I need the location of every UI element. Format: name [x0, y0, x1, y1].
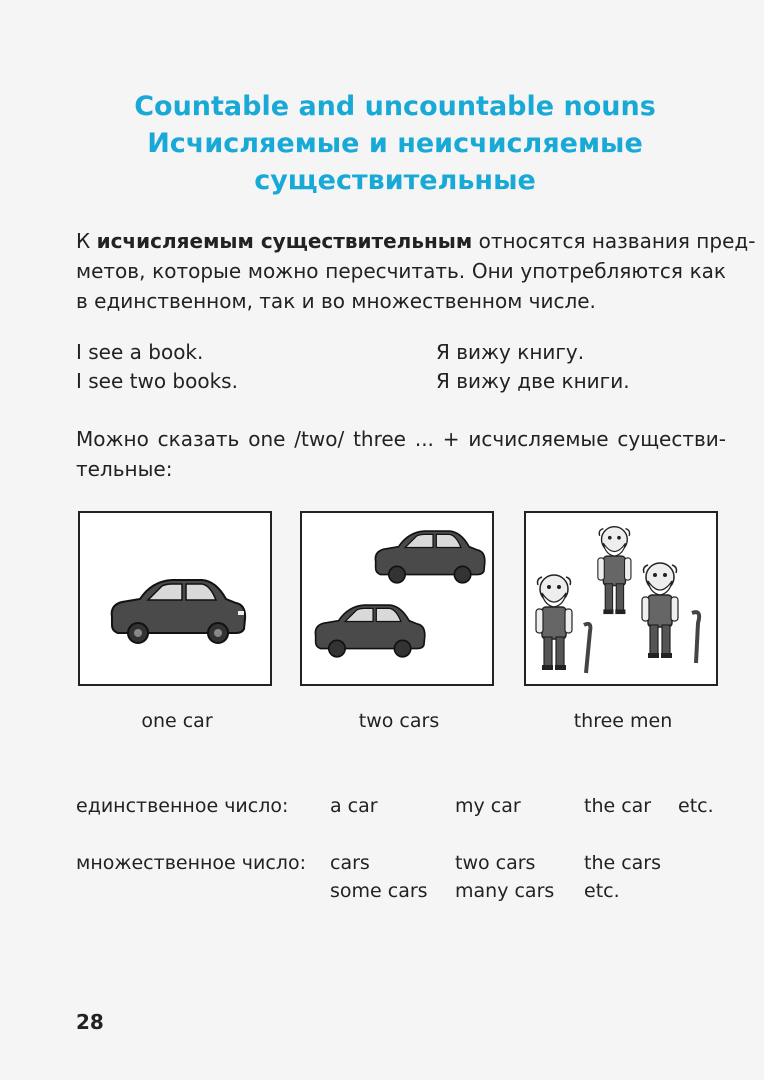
car-icon	[80, 513, 270, 684]
plural-label: множественное число:	[76, 852, 306, 874]
picture-one-car	[78, 511, 272, 686]
singular-my-car: my car	[455, 795, 521, 817]
plural-cars: cars	[330, 852, 370, 874]
caption-one-car: one car	[141, 710, 213, 732]
intro-text: К	[76, 229, 97, 253]
title-line-russian-2: существительные	[254, 165, 536, 196]
plural-two-cars: two cars	[455, 852, 536, 874]
singular-the-car: the car	[584, 795, 652, 817]
caption-three-men: three men	[573, 710, 673, 732]
intro-bold-term: исчисляемым существительным	[96, 229, 473, 253]
singular-a-car: a car	[330, 795, 378, 817]
can-say-paragraph	[76, 424, 726, 484]
page-title	[0, 88, 764, 199]
title-line-english: Countable and uncountable nouns	[134, 91, 656, 122]
page-number: 28	[76, 1010, 104, 1034]
two-cars-icon	[302, 513, 492, 684]
singular-etc: etc.	[678, 795, 714, 817]
example-russian-1: Я вижу книгу.	[436, 340, 585, 364]
caption-two-cars: two cars	[358, 710, 440, 732]
plural-many-cars: many cars	[455, 880, 555, 902]
singular-label: единственное число:	[76, 795, 289, 817]
intro-line-1	[76, 226, 756, 256]
intro-paragraph	[76, 226, 756, 316]
example-english-1: I see a book.	[76, 340, 204, 364]
plural-some-cars: some cars	[330, 880, 428, 902]
intro-line-2: метов, которые можно пересчитать. Они употребляются как	[76, 259, 726, 283]
can-say-line-2: тельные:	[76, 457, 173, 481]
intro-line-3: в единственном, так и во множественном числе.	[76, 289, 596, 313]
plural-the-cars: the cars	[584, 852, 662, 874]
example-russian-2: Я вижу две книги.	[436, 369, 630, 393]
can-say-line-1: Можно сказать one /two/ three ... + исчисляемые существи-	[76, 427, 726, 451]
picture-two-cars	[300, 511, 494, 686]
title-line-russian-1: Исчисляемые и неисчисляемые	[147, 128, 643, 159]
plural-etc: etc.	[584, 880, 620, 902]
example-english-2: I see two books.	[76, 369, 238, 393]
three-men-icon	[526, 513, 716, 684]
intro-text: относятся названия пред-	[472, 229, 756, 253]
picture-three-men	[524, 511, 718, 686]
